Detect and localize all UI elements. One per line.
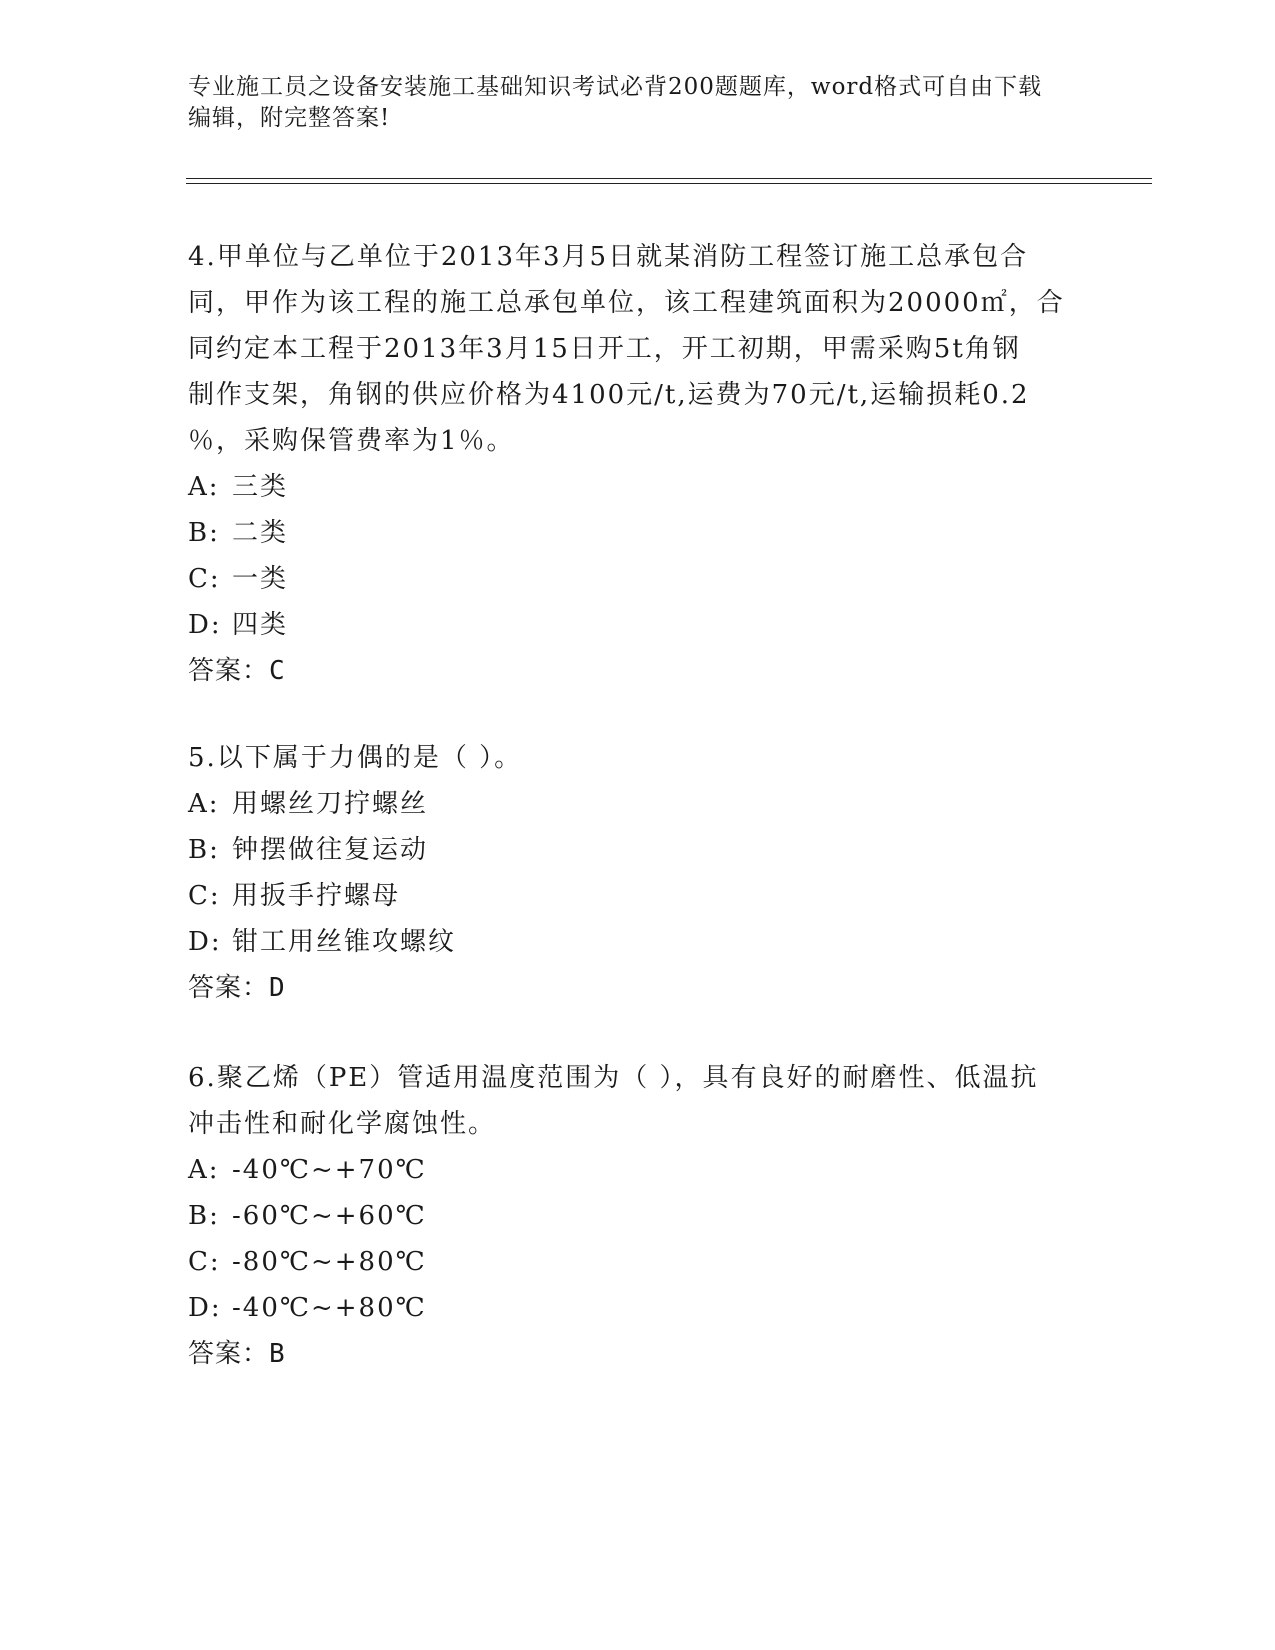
option-c [188, 873, 1088, 919]
option-c [188, 556, 1088, 602]
question-4-line-4: 制作支架，角钢的供应价格为4100元/t,运费为70元/t,运输损耗0.2 [188, 380, 1030, 410]
option-d [188, 1285, 1088, 1331]
option-key: C: [188, 881, 221, 911]
option-text: 钳工用丝锥攻螺纹 [232, 927, 457, 957]
header-line-2: 编辑，附完整答案! [188, 105, 391, 131]
question-number: 5. [188, 743, 217, 773]
option-key: B: [188, 1201, 220, 1231]
option-text: 用扳手拧螺母 [232, 881, 401, 911]
question-6-line-2: 冲击性和耐化学腐蚀性。 [188, 1109, 497, 1139]
option-a [188, 781, 1088, 827]
option-text: -40℃~+70℃ [232, 1155, 427, 1185]
question-4-line-5: ％，采购保管费率为1％。 [188, 426, 515, 456]
option-d [188, 602, 1088, 648]
option-text: -60℃~+60℃ [232, 1201, 427, 1231]
option-b [188, 827, 1088, 873]
option-a [188, 1147, 1088, 1193]
option-d [188, 919, 1088, 965]
option-key: D: [188, 1293, 222, 1323]
document-header [188, 72, 1068, 134]
question-5 [188, 735, 1088, 1011]
option-key: C: [188, 564, 221, 594]
option-c [188, 1239, 1088, 1285]
question-number: 6. [188, 1063, 217, 1093]
question-4 [188, 234, 1088, 694]
option-text: -80℃~+80℃ [232, 1247, 427, 1277]
question-4-line-1: 4.甲单位与乙单位于2013年3月5日就某消防工程签订施工总承包合 [188, 242, 1029, 272]
option-a [188, 464, 1088, 510]
answer-line: 答案：D [188, 973, 286, 1003]
question-6-line-1: 6.聚乙烯（PE）管适用温度范围为（ ），具有良好的耐磨性、低温抗 [188, 1063, 1039, 1093]
answer-line: 答案：B [188, 1339, 286, 1369]
option-text: 一类 [232, 564, 289, 594]
option-text: -40℃~+80℃ [232, 1293, 427, 1323]
option-text: 四类 [232, 610, 289, 640]
option-key: A: [188, 789, 220, 819]
question-4-line-2: 同，甲作为该工程的施工总承包单位，该工程建筑面积为20000㎡，合 [188, 288, 1065, 318]
option-text: 二类 [232, 518, 289, 548]
question-5-line-1: 5.以下属于力偶的是（ ）。 [188, 743, 523, 773]
question-4-line-3: 同约定本工程于2013年3月15日开工，开工初期，甲需采购5t角钢 [188, 334, 1021, 364]
question-number: 4. [188, 242, 217, 272]
option-text: 三类 [232, 472, 289, 502]
header-line-1: 专业施工员之设备安装施工基础知识考试必背200题题库，word格式可自由下载 [188, 74, 1043, 100]
option-key: C: [188, 1247, 221, 1277]
option-key: D: [188, 610, 222, 640]
option-key: D: [188, 927, 222, 957]
question-6 [188, 1055, 1088, 1377]
option-text: 用螺丝刀拧螺丝 [232, 789, 429, 819]
option-b [188, 1193, 1088, 1239]
option-text: 钟摆做往复运动 [232, 835, 429, 865]
option-key: B: [188, 835, 220, 865]
option-key: A: [188, 1155, 220, 1185]
header-divider-top [186, 178, 1152, 179]
option-b [188, 510, 1088, 556]
header-divider-bottom [186, 183, 1152, 184]
option-key: B: [188, 518, 220, 548]
option-key: A: [188, 472, 220, 502]
answer-line: 答案：C [188, 656, 286, 686]
